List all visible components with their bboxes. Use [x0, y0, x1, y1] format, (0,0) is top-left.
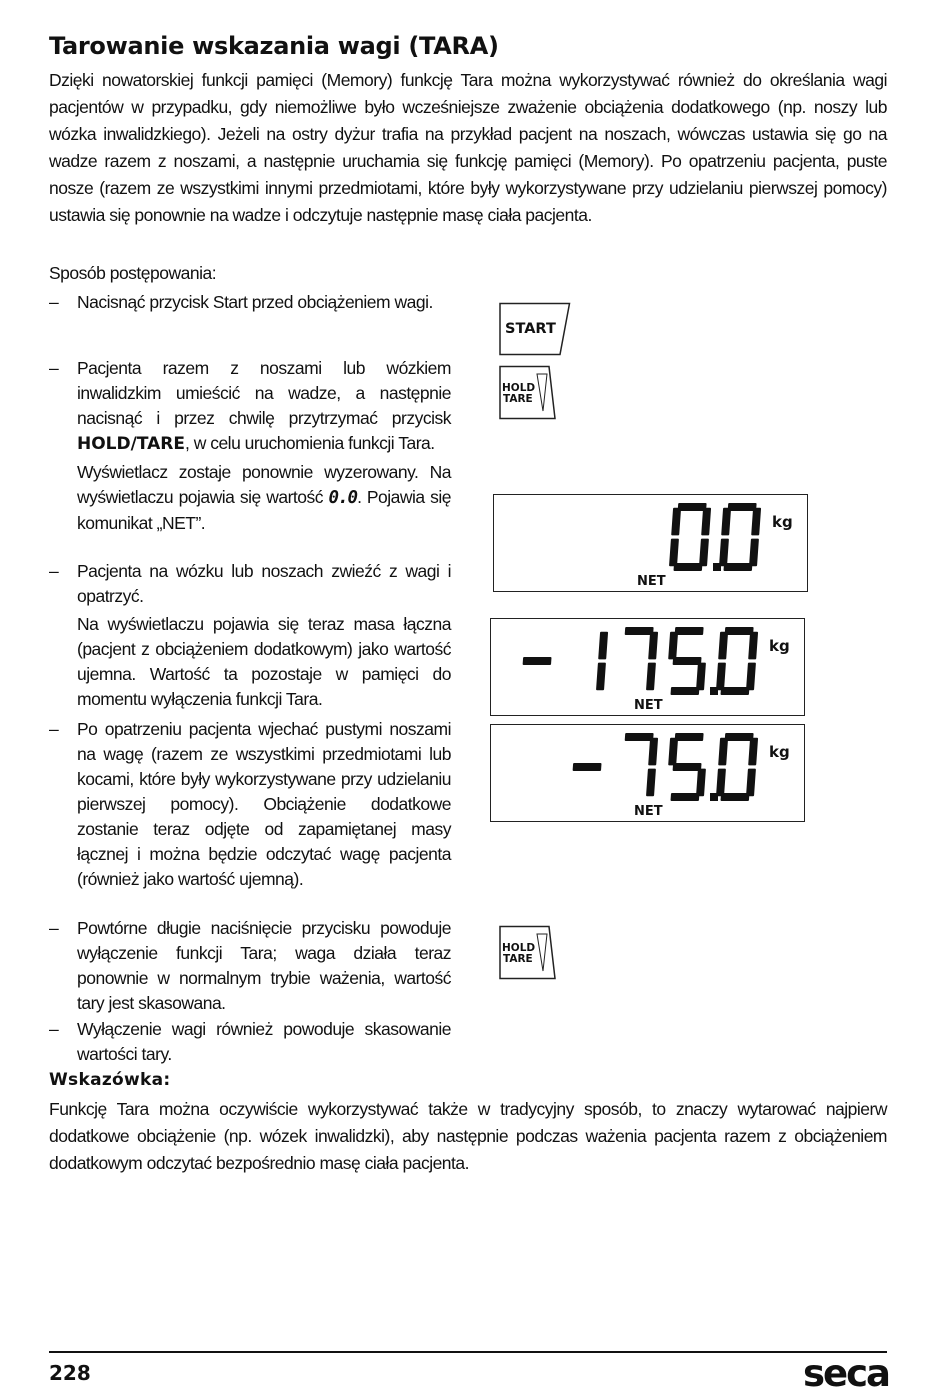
minus-sign	[523, 657, 552, 665]
lcd-segment	[725, 733, 754, 741]
lcd-segment	[648, 738, 658, 766]
unit-label: kg	[769, 743, 790, 761]
unit-label: kg	[772, 513, 793, 531]
lcd-digit	[716, 733, 759, 801]
tare-label: TARE	[503, 953, 533, 965]
step-text	[77, 356, 451, 457]
lcd-digit	[621, 733, 659, 796]
lcd-digit	[621, 627, 659, 690]
lcd-segment	[699, 539, 709, 567]
lcd-segment	[675, 627, 704, 635]
lcd-segment	[725, 627, 754, 635]
list-dash: –	[49, 561, 59, 581]
lcd-digit	[719, 503, 762, 571]
lcd-digit	[669, 503, 712, 571]
lcd-segment	[748, 738, 758, 766]
lcd-segment	[720, 793, 749, 801]
inline-display-value: 0.0	[328, 488, 358, 508]
step-text: Powtórne długie naciśnięcie przycisku powoduje wyłączenie funkcji Tara; waga działa teraz ponownie w normalnym trybie ważenia, wartość tary jest skasowana.	[77, 918, 451, 1013]
lcd-decimal-point	[710, 793, 718, 801]
lcd-display	[490, 724, 805, 822]
step-long-press-off	[49, 916, 451, 1016]
step-note: Na wyświetlaczu pojawia się teraz masa łączna (pacjent z obciążeniem dodatkowym) jako wartość ujemna. Wartość ta pozostaje w pamięci do momentu wyłączenia funkcji Tara.	[77, 614, 451, 709]
lcd-segment	[670, 793, 699, 801]
hold-label: HOLD	[502, 382, 536, 394]
lcd-segment	[701, 508, 711, 536]
lcd-segment	[675, 733, 704, 741]
hint-title: Wskazówka:	[49, 1070, 171, 1090]
step-text-b: , w celu uruchomienia funkcji Tara.	[184, 433, 435, 453]
lcd-digit	[666, 627, 709, 695]
hold-tare-button-illustration	[498, 365, 558, 420]
lcd-segment	[648, 632, 658, 660]
step-note-b: . Pojawia się komunikat „NET”.	[77, 487, 451, 533]
step-note	[77, 460, 451, 536]
step-text: Pacjenta na wózku lub noszach zwieźć z wagi i opatrzyć.	[77, 561, 451, 606]
lcd-segment	[625, 733, 654, 741]
lcd-segment	[716, 769, 726, 797]
lcd-digit	[666, 733, 709, 801]
lcd-segment	[573, 763, 602, 771]
step-remove-patient	[49, 559, 451, 712]
hold-label: HOLD	[502, 942, 536, 954]
lcd-display	[490, 618, 805, 716]
lcd-segment	[720, 687, 749, 695]
lcd-segment	[673, 563, 702, 571]
lcd-segment	[670, 687, 699, 695]
step-text: Nacisnąć przycisk Start przed obciążeniem wagi.	[77, 292, 433, 312]
hold-tare-key-label: HOLD/TARE	[77, 434, 185, 454]
net-indicator: NET	[634, 698, 663, 713]
lcd-segment	[678, 503, 707, 511]
step-note-a: Wyświetlacz zostaje ponownie wyzerowany. Na wyświetlaczu pojawia się wartość	[77, 462, 451, 507]
lcd-segment	[696, 663, 706, 691]
lcd-digit	[596, 632, 608, 690]
lcd-segment	[719, 539, 729, 567]
lcd-segment	[721, 508, 731, 536]
lcd-segment	[646, 663, 656, 691]
list-dash: –	[49, 292, 59, 312]
procedure-label: Sposób postępowania:	[49, 263, 217, 283]
lcd-display	[493, 494, 808, 592]
unit-label: kg	[769, 637, 790, 655]
step-text: Wyłączenie wagi również powoduje skasowanie wartości tary.	[77, 1019, 451, 1064]
lcd-decimal-point	[713, 563, 721, 571]
lcd-segment	[669, 539, 679, 567]
lcd-segment	[751, 508, 761, 536]
lcd-segment	[748, 632, 758, 660]
lcd-segment	[696, 769, 706, 797]
step-switch-off	[49, 1017, 451, 1067]
lcd-digit	[716, 627, 759, 695]
lcd-segment	[668, 632, 678, 660]
lcd-decimal-point	[710, 687, 718, 695]
section-title: Tarowanie wskazania wagi (TARA)	[49, 32, 499, 60]
lcd-segment	[716, 663, 726, 691]
list-dash: –	[49, 358, 59, 378]
lcd-segment	[723, 563, 752, 571]
minus-sign	[573, 763, 602, 771]
hold-tare-button-illustration	[498, 925, 558, 980]
footer-divider	[49, 1351, 887, 1353]
tare-label: TARE	[503, 393, 533, 405]
lcd-segment	[598, 632, 608, 660]
list-dash: –	[49, 918, 59, 938]
lcd-segment	[718, 738, 728, 766]
step-text-a: Pacjenta razem z noszami lub wózkiem inwalidzkim umieścić na wadze, a następnie nacisnąć i przez chwilę przytrzymać przycisk	[77, 358, 451, 428]
lcd-segment	[749, 539, 759, 567]
step-press-start	[49, 290, 451, 315]
seca-logo: seca	[803, 1352, 890, 1395]
list-dash: –	[49, 719, 59, 739]
lcd-segment	[673, 763, 702, 771]
net-indicator: NET	[634, 804, 663, 819]
hint-text: Funkcję Tara można oczywiście wykorzystywać także w tradycyjny sposób, to znaczy wytarować najpierw dodatkowe obciążenie (np. wózek inwalidzki), aby następnie podczas ważenia pacjenta razem z obciążeniem dodatkowym odczytać bezpośrednio masę ciała pacjenta.	[49, 1099, 887, 1173]
lcd-segment	[673, 657, 702, 665]
lcd-segment	[625, 627, 654, 635]
lcd-segment	[718, 632, 728, 660]
page-number: 228	[49, 1361, 91, 1385]
lcd-segment	[523, 657, 552, 665]
start-button-label: START	[505, 321, 556, 337]
lcd-segment	[596, 663, 606, 691]
start-button-illustration	[498, 302, 572, 356]
net-indicator: NET	[637, 574, 666, 589]
lcd-segment	[671, 508, 681, 536]
lcd-segment	[646, 769, 656, 797]
lcd-segment	[728, 503, 757, 511]
step-text: Po opatrzeniu pacjenta wjechać pustymi noszami na wagę (razem ze wszystkimi przedmiotami lub kocami, które były wykorzystywane przy udzielaniu pierwszej pomocy). Obciążenie dodatkowe zostanie teraz odjęte od zapamiętanej masy łącznej i można będzie odczytać wagę pacjenta (również jako wartość ujemną).	[77, 719, 451, 889]
lcd-segment	[668, 738, 678, 766]
step-weigh-empty-stretcher	[49, 717, 451, 892]
step-hold-tare	[49, 356, 451, 536]
lcd-segment	[746, 769, 756, 797]
list-dash: –	[49, 1019, 59, 1039]
intro-paragraph: Dzięki nowatorskiej funkcji pamięci (Memory) funkcję Tara można wykorzystywać również do określania wagi pacjentów w przypadku, gdy niemożliwe było wcześniejsze zważenie obciążenia dodatkowego (np. noszy lub wózka inwalidzkiego). Jeżeli na ostry dyżur trafia na przykład pacjent na noszach, wówczas ustawia się go na wadze razem z noszami, a następnie uruchamia się funkcję pamięci (Memory). Po opatrzeniu pacjenta, puste nosze (razem ze wszystkimi innymi przedmiotami, które były wykorzystywane przy udzielaniu pierwszej pomocy) ustawia się ponownie na wadze i odczytuje następnie masę ciała pacjenta.	[49, 70, 887, 225]
lcd-segment	[746, 663, 756, 691]
